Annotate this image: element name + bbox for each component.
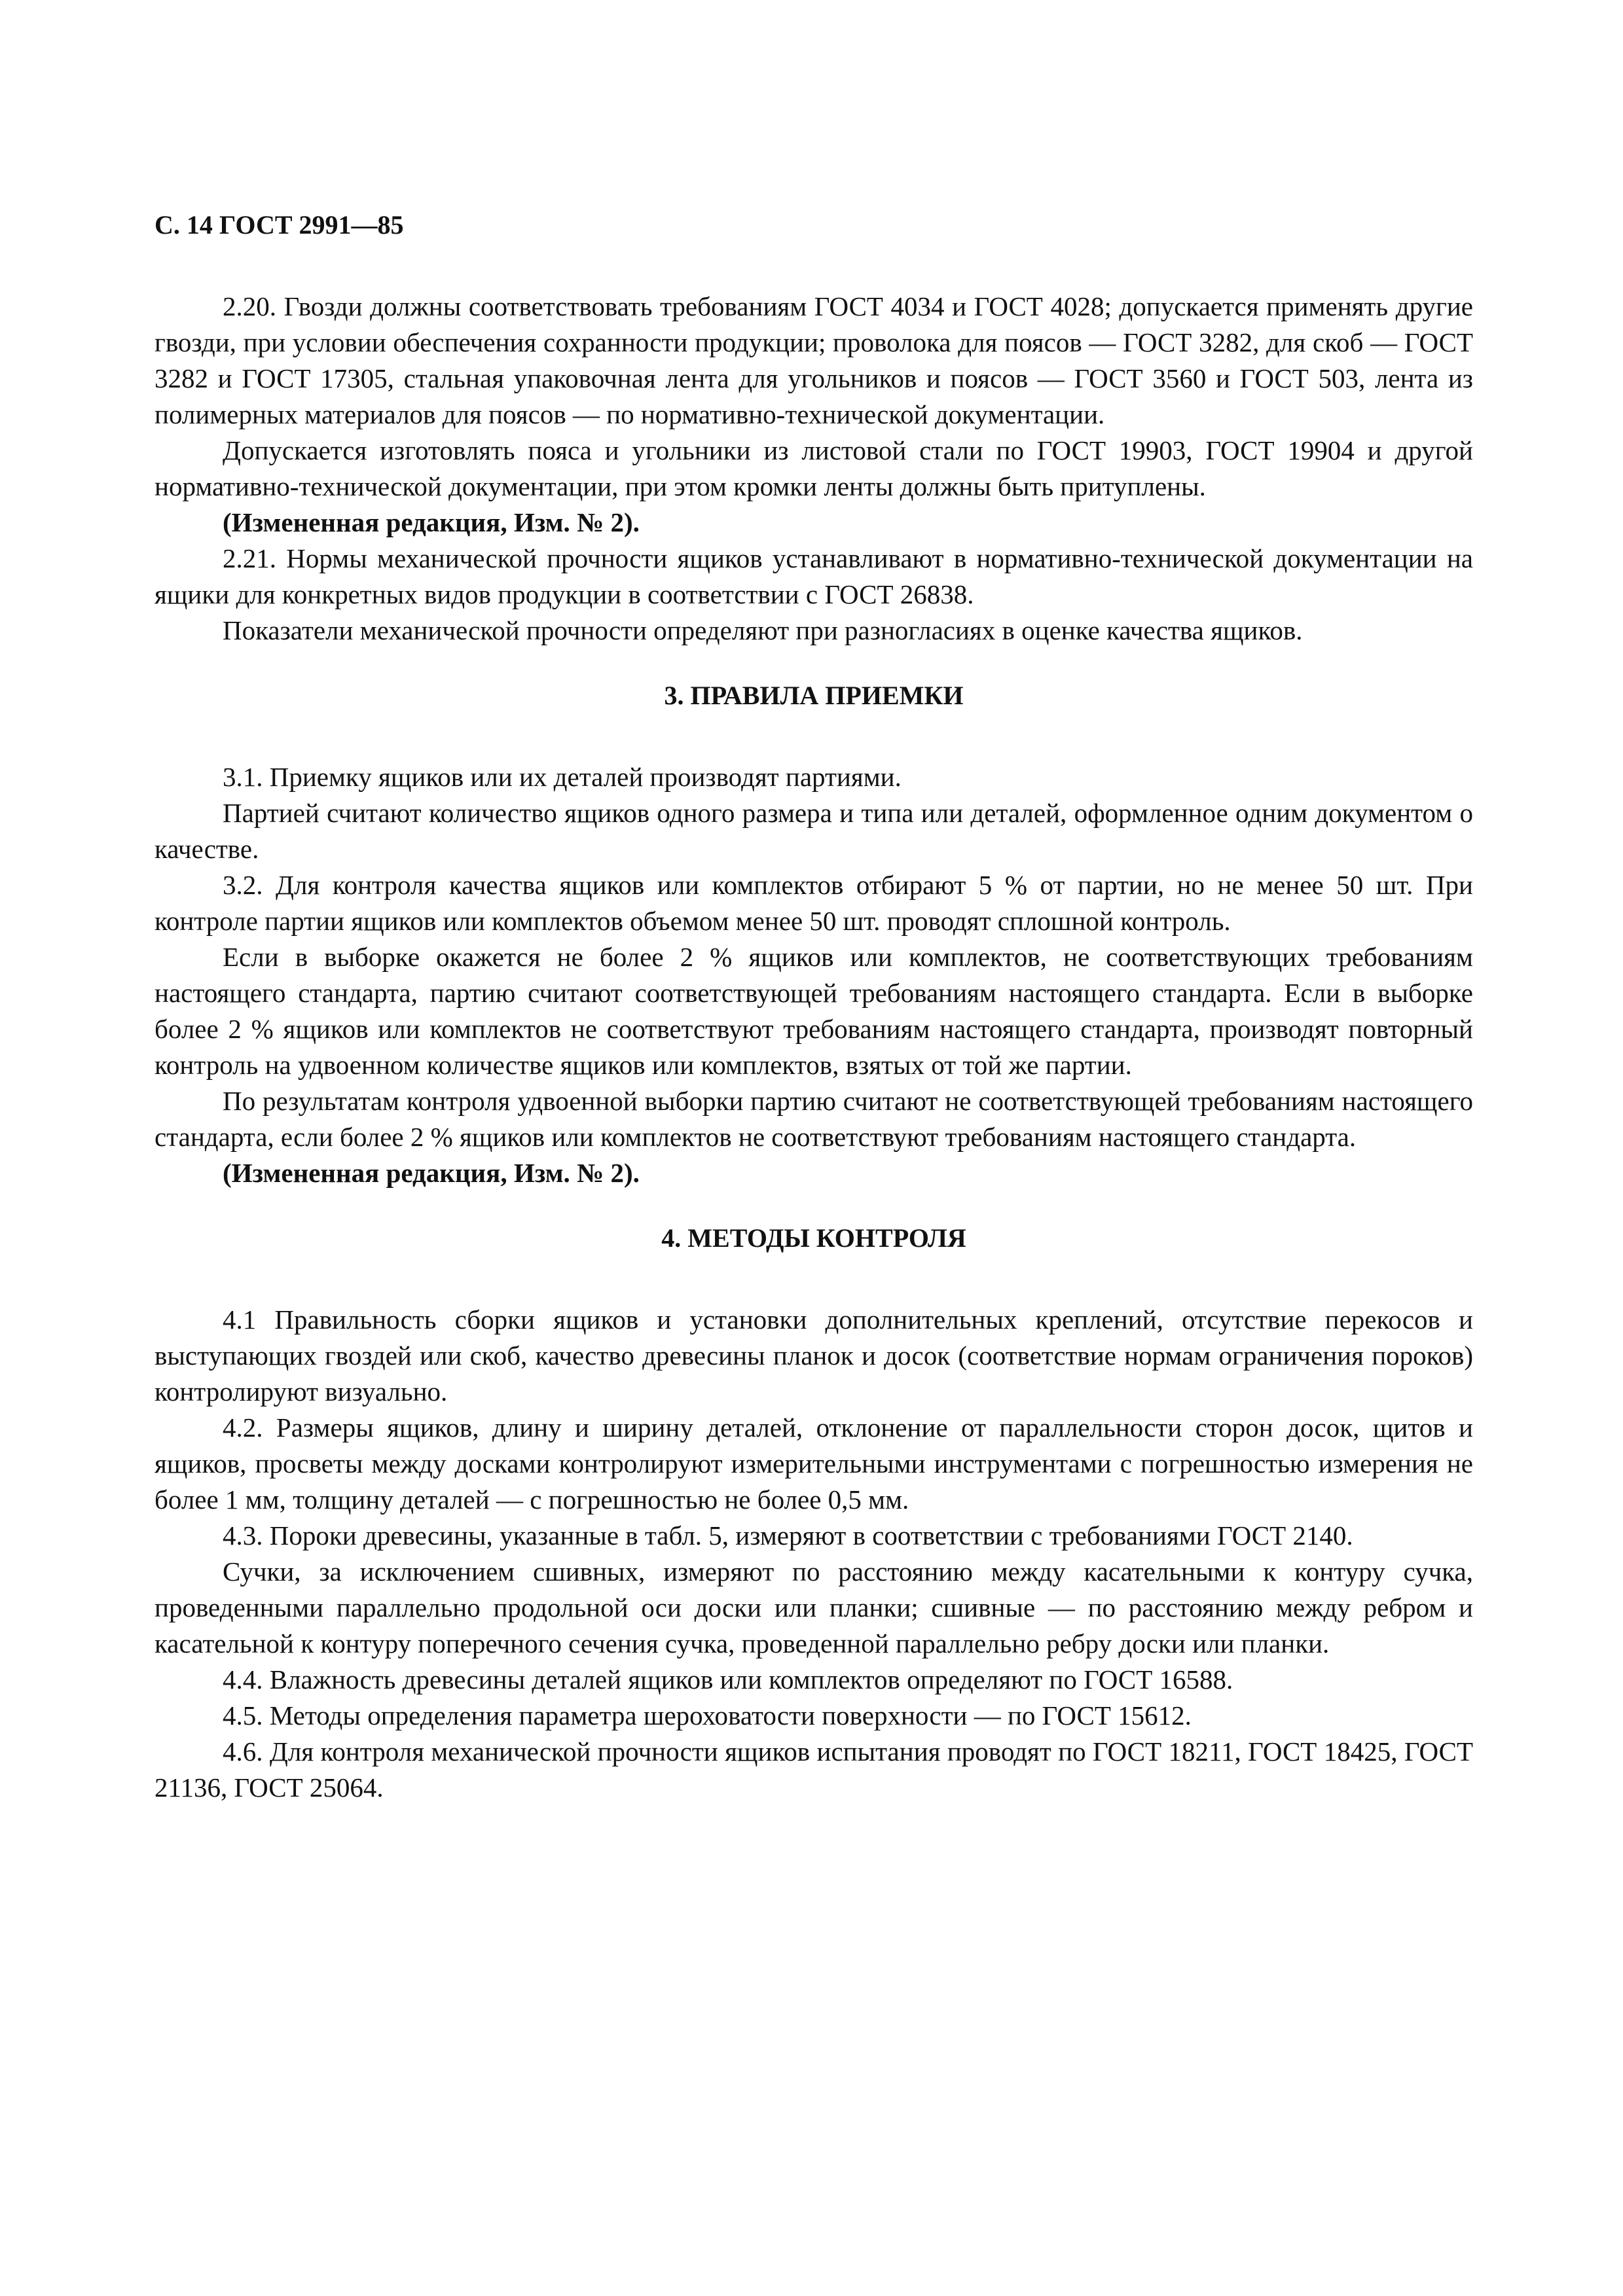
document-page (155, 207, 1473, 1806)
clause-4-1: 4.1 Правильность сборки ящиков и установки дополнительных креплений, отсутствие перекосов и выступающих гвоздей или скоб, качество древесины планок и досок (соответствие нормам ограничения пороков) контролируют визуально. (155, 1304, 1473, 1407)
paragraph-knots-measurement: Сучки, за исключением сшивных, измеряют по расстоянию между касательными к контуру сучка, проведенными параллельно продольной оси доски или планки; сшивные — по расстоянию между ребром и касательной к контуру поперечного сечения сучка, проведенной параллельно ребру доски или планки. (155, 1556, 1473, 1659)
clause-4-5: 4.5. Методы определения параметра шероховатости поверхности — по ГОСТ 15612. (223, 1700, 1192, 1731)
amendment-note: (Измененная редакция, Изм. № 2). (223, 1158, 640, 1188)
section-2-continuation (155, 289, 1473, 649)
section-4-title: 4. МЕТОДЫ КОНТРОЛЯ (661, 1223, 966, 1253)
clause-3-2: 3.2. Для контроля качества ящиков или комплектов отбирают 5 % от партии, но не менее 50 шт. При контроле партии ящиков или комплектов объемом менее 50 шт. проводят сплошной контроль. (155, 870, 1473, 936)
clause-4-4: 4.4. Влажность древесины деталей ящиков или комплектов определяют по ГОСТ 16588. (223, 1664, 1233, 1695)
clause-2-21: 2.21. Нормы механической прочности ящиков устанавливают в нормативно-технической документации на ящики для конкретных видов продукции в соответствии с ГОСТ 26838. (155, 543, 1473, 609)
clause-4-2: 4.2. Размеры ящиков, длину и ширину деталей, отклонение от параллельности сторон досок, щитов и ящиков, просветы между досками контролируют измерительными инструментами с погрешностью измерения не более 1 мм, толщину деталей — с погрешностью не более 0,5 мм. (155, 1412, 1473, 1515)
paragraph-double-sample: По результатам контроля удвоенной выборки партию считают не соответствующей требованиям настоящего стандарта, если более 2 % ящиков или комплектов не соответствуют требованиям настоящего стандарта. (155, 1086, 1473, 1152)
section-4-body (155, 1302, 1473, 1806)
page-header: С. 14 ГОСТ 2991—85 (155, 210, 404, 240)
section-3-body (155, 759, 1473, 1191)
paragraph-sample-acceptance: Если в выборке окажется не более 2 % ящиков или комплектов, не соответствующих требованиям настоящего стандарта, партию считают соответствующей требованиям настоящего стандарта. Если в выборке более 2 % ящиков или комплектов не соответствуют требованиям настоящего стандарта, производят повторный контроль на удвоенном количестве ящиков или комплектов, взятых от той же партии. (155, 942, 1473, 1080)
section-3-title: 3. ПРАВИЛА ПРИЕМКИ (664, 681, 964, 710)
amendment-note: (Измененная редакция, Изм. № 2). (223, 507, 640, 537)
clause-2-20: 2.20. Гвозди должны соответствовать требованиям ГОСТ 4034 и ГОСТ 4028; допускается применять другие гвозди, при условии обеспечения сохранности продукции; проволока для поясов — ГОСТ 3282, для скоб — ГОСТ 3282 и ГОСТ 17305, стальная упаковочная лента для угольников и поясов — ГОСТ 3560 и ГОСТ 503, лента из полимерных материалов для поясов — по нормативно-технической документации. (155, 291, 1473, 429)
paragraph-strength-indicators: Показатели механической прочности определяют при разногласиях в оценке качества ящиков. (223, 615, 1303, 645)
clause-4-3: 4.3. Пороки древесины, указанные в табл. 5, измеряют в соответствии с требованиями ГОСТ 2140. (223, 1520, 1353, 1551)
clause-4-6: 4.6. Для контроля механической прочности ящиков испытания проводят по ГОСТ 18211, ГОСТ 18425, ГОСТ 21136, ГОСТ 25064. (155, 1736, 1473, 1803)
paragraph-steel-belts: Допускается изготовлять пояса и угольники из листовой стали по ГОСТ 19903, ГОСТ 19904 и другой нормативно-технической документации, при этом кромки ленты должны быть притуплены. (155, 435, 1473, 501)
paragraph-batch-definition: Партией считают количество ящиков одного размера и типа или деталей, оформленное одним документом о качестве. (155, 798, 1473, 864)
clause-3-1: 3.1. Приемку ящиков или их деталей производят партиями. (223, 762, 902, 792)
